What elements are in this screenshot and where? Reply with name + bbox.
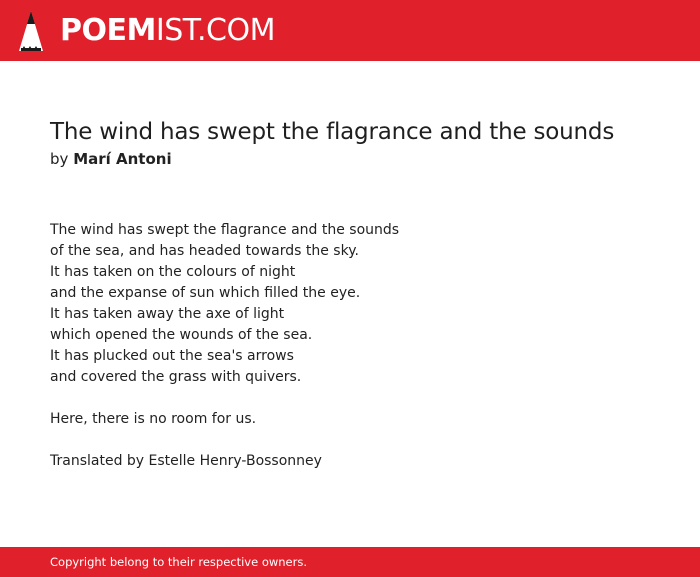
logo-text-bold: POEM bbox=[60, 12, 156, 48]
poem-line: It has plucked out the sea's arrows bbox=[50, 348, 294, 364]
byline bbox=[50, 149, 670, 169]
copyright-text: Copyright belong to their respective owners. bbox=[50, 555, 308, 569]
site-logo-text bbox=[60, 12, 275, 48]
stanza-break bbox=[50, 430, 670, 451]
logo-text-light: IST.COM bbox=[155, 12, 275, 48]
poem-body bbox=[50, 220, 670, 472]
poem-line: It has taken on the colours of night bbox=[50, 264, 296, 280]
poem-line: of the sea, and has headed towards the sky. bbox=[50, 243, 359, 259]
poem-line: and covered the grass with quivers. bbox=[50, 369, 302, 385]
poem-line: The wind has swept the flagrance and the sounds bbox=[50, 222, 400, 238]
poem-line: which opened the wounds of the sea. bbox=[50, 327, 313, 343]
site-logo-link[interactable] bbox=[18, 10, 275, 52]
poem-closing-line: Here, there is no room for us. bbox=[50, 411, 257, 427]
poem-line: and the expanse of sun which filled the eye. bbox=[50, 285, 361, 301]
stanza-break bbox=[50, 388, 670, 409]
poem-content bbox=[50, 118, 670, 472]
site-header bbox=[0, 0, 700, 61]
translation-note: Translated by Estelle Henry-Bossonney bbox=[50, 453, 322, 469]
author-link[interactable]: Marí Antoni bbox=[73, 150, 172, 168]
site-footer bbox=[0, 547, 700, 577]
pencil-icon bbox=[18, 10, 44, 52]
poem-line: It has taken away the axe of light bbox=[50, 306, 285, 322]
poem-title: The wind has swept the flagrance and the sounds bbox=[50, 119, 615, 145]
byline-prefix: by bbox=[50, 150, 69, 168]
